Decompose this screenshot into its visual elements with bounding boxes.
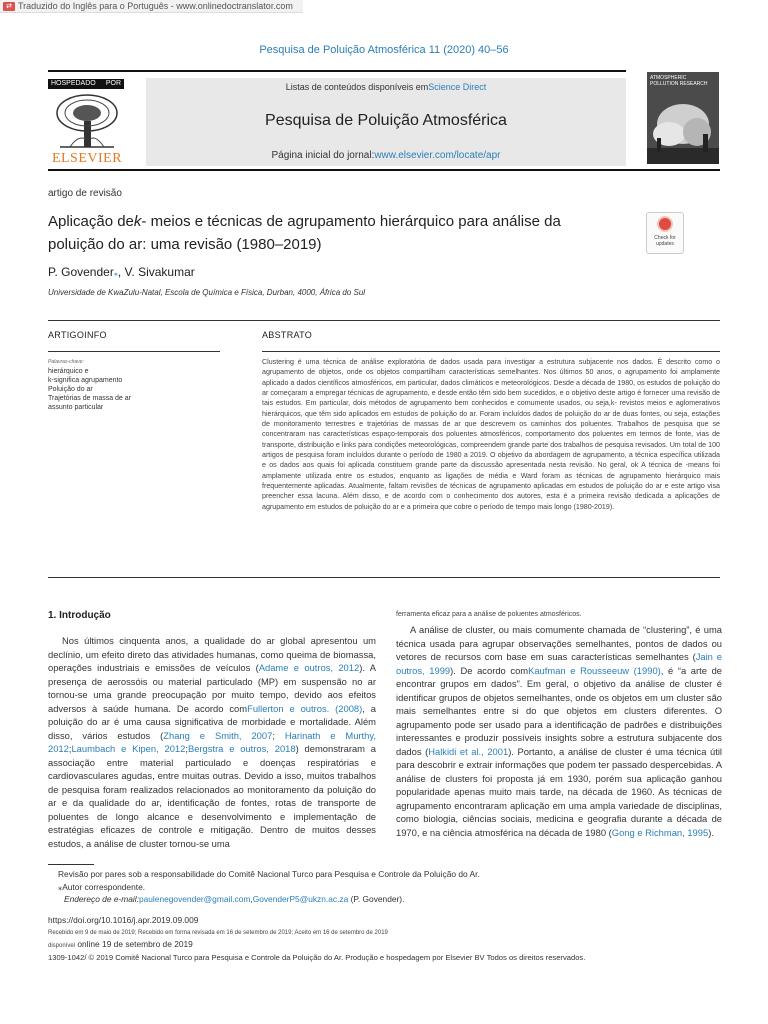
intro-text: ) demonstraram a associação entre material particulado e doenças respiratórias e cardiovasculares agudas, entre muitas outras. Devido a isso, muitos trabalhos de pesquisa foram realizados relacionados ao monitoramento da poluição do ar e da qualidade do ar, identificação de fontes, rotas de transporte de poluentes de longo alcance e desenvolvimento e implementação de estratégias eficazes de controle e mitigação. Dentro de muitos desses estudos, a análise de cluster tornou-se uma xyxy=(48,743,377,849)
intro-paragraph-1 xyxy=(48,634,376,850)
homepage-link[interactable]: www.elsevier.com/locate/apr xyxy=(374,150,501,161)
doi-link[interactable]: https://doi.org/10.1016/j.apr.2019.09.009 xyxy=(48,915,199,925)
elsevier-logo[interactable]: ELSEVIER xyxy=(51,151,123,166)
intro-text: ). Portanto, a análise de cluster é uma técnica útil para descobrir e extrair informações que podem ter passado despercebidas. A análise de clusters foi proposta já em 1930, porém sua aplicação ganhou popularidade apenas muito mais tarde, na década de 1960. As técnicas de agrupamento encontraram aplicação em uma ampla variedade de disciplinas, como biologia, ciências sociais, medicina e geografia durante a década de 1970, e na ciência atmosférica na década de 1980 ( xyxy=(396,745,722,838)
keyword: Trajetórias de massa de ar xyxy=(48,395,131,402)
science-direct-link[interactable]: Science Direct xyxy=(428,82,487,92)
check-for-updates-button[interactable] xyxy=(646,212,684,254)
abstract-bottom-rule xyxy=(48,577,720,578)
citation-link[interactable]: Adame e outros, 2012 xyxy=(258,662,360,673)
email-note xyxy=(64,894,404,904)
abstract-text: Clustering é uma técnica de análise exploratória de dados usada para investigar a estrutura subjacente nos dados. É descrito como o agrupamento de objetos, onde os objetos compartilham características semelhantes. Nos últimos 50 anos, o agrupamento foi amplamente aplicado a dados científicos atmosféricos, em particular, dados climáticos e meteorológicos. Desde a década de 1980, os estudos de poluição do ar começaram a empregar técnicas de agrupamento, e desde então têm sido bem sucedidos, e o objetivo deste artigo é fornecer uma revisão de tais estudos. Em particular, dois métodos de agrupamento bem conhecidos e comumente usados, ou seja,k- revistos meios e aglomerativos hierárquicos, que têm sido aplicados em estudos de poluição do ar. Foram incluídos dados de poluição do ar de duas fontes, ou seja, estações de monitoramento terrestres e trajetórias de massas de ar que descrevem os caminhos dos poluentes. Trabalhos de pesquisa que se concentraram nas características espaço-temporais dos poluentes atmosféricos, comportamento dos poluentes em termos de fonte, vias de transporte, distribuição e links para condições meteorológicas, compreendem grande parte dos trabalhos de pesquisa revisados. Um total de 100 artigos de pesquisa foram incluídos durante o período de 1980 a 2019. O objetivo da abordagem de agrupamento, a técnica específica utilizada e os dados aos quais foi aplicada constituem grande parte da discussão apresentada nesta revisão. No geral, ok A técnica de -means foi amplamente utilizada entre os estudos, enquanto as ligações de média e Ward foram as técnicas de agrupamento hierárquico mais frequentemente aplicadas. Atualmente, faltam revisões de técnicas de agrupamento aplicadas em estudos de poluição do ar e este artigo visa preencher essa lacuna. Além disso, e de acordo com o conhecimento dos autores, esta é a primeira revisão dedicada a aplicações de agrupamento em estudos de poluição do ar e a primeira que cobre o período de tempo mais longo (1980-2019). xyxy=(262,358,720,511)
section-heading-introduction: 1. Introdução xyxy=(48,610,111,621)
citation-link[interactable]: Harinath e Murthy, 2012 xyxy=(48,729,376,754)
citation-link[interactable]: Laumbach e Kipen, 2012 xyxy=(71,743,186,754)
journal-reference[interactable]: Pesquisa de Poluição Atmosférica 11 (2020) 40–56 xyxy=(259,44,509,56)
citation-link[interactable]: Bergstra e outros, 2018 xyxy=(187,743,296,754)
email-suffix: (P. Govender). xyxy=(348,894,405,904)
journal-homepage xyxy=(146,150,626,161)
corr-mark: ⁎ xyxy=(58,882,63,892)
keywords-label: Palavras-chave: xyxy=(48,359,84,365)
citation-link[interactable]: Jain e outros, 1999 xyxy=(396,651,722,676)
translate-icon: ⇄ xyxy=(3,2,15,11)
abstract-rule xyxy=(262,351,720,352)
article-info-heading: ARTIGOINFO xyxy=(48,330,107,340)
elsevier-tree-icon xyxy=(50,91,124,151)
intro-text: ; xyxy=(272,729,285,741)
email-label: Endereço de e-mail: xyxy=(64,894,139,904)
header-top-rule xyxy=(48,70,626,72)
peer-review-note: Revisão por pares sob a responsabilidade do Comitê Nacional Turco para Pesquisa e Controle da Poluição do Ar. xyxy=(58,869,480,879)
citation-link[interactable]: Fullerton e outros. (2008) xyxy=(247,702,363,714)
copyright: 1309-1042/ © 2019 Comitê Nacional Turco para Pesquisa e Controle da Poluição do Ar. Produção e hospedagem por Elsevier BV Todos os direitos reservados. xyxy=(48,953,586,962)
corr-label: Autor correspondente. xyxy=(62,882,146,892)
contents-lists xyxy=(146,82,626,92)
intro-text: ; xyxy=(68,743,72,754)
citation-link[interactable]: Gong e Richman, 1995 xyxy=(611,826,709,838)
check-updates-label: Check for updates xyxy=(654,235,676,247)
journal-header xyxy=(146,78,626,166)
cover-title: ATMOSPHERIC POLLUTION RESEARCH xyxy=(650,75,708,87)
citation-link[interactable]: Kaufman e Rousseeuw (1990) xyxy=(528,664,661,676)
abstract-heading: ABSTRATO xyxy=(262,330,313,340)
keywords xyxy=(48,358,218,412)
journal-cover-image[interactable] xyxy=(647,72,719,164)
citation-link[interactable]: Zhang e Smith, 2007 xyxy=(163,729,273,741)
intro-text: , a poluição do ar é uma causa significativa de morbidade e mortalidade. Além disso, vários estudos ( xyxy=(48,702,376,741)
article-type: artigo de revisão xyxy=(48,188,122,199)
corresponding-author-mark[interactable]: ⁎ xyxy=(113,269,118,278)
title-part: - meios e técnicas de agrupamento hierárquico para análise da poluição do ar: uma revisão (1980–2019) xyxy=(48,213,561,253)
keyword: k-significa agrupamento xyxy=(48,377,123,384)
hosted-by-label: POR xyxy=(105,80,121,87)
received-dates: Recebido em 9 de maio de 2019; Recebido em forma revisada em 16 de setembro de 2019; Aceito em 16 de setembro de 2019 xyxy=(48,930,388,936)
intro-text: ). De acordo com xyxy=(450,664,529,676)
keyword: assunto particular xyxy=(48,404,104,411)
authors xyxy=(48,265,195,279)
email-link[interactable]: paulenegovender@gmail.com xyxy=(138,894,251,904)
affiliation: Universidade de KwaZulu-Natal, Escola de Química e Física, Durban, 4000, África do Sul xyxy=(48,288,366,297)
citation-link[interactable]: Halkidi et al., 2001 xyxy=(428,745,509,757)
intro-paragraph-2 xyxy=(396,623,722,839)
journal-title: Pesquisa de Poluição Atmosférica xyxy=(265,112,507,129)
email-separator: , xyxy=(250,894,253,904)
info-top-rule xyxy=(48,320,720,321)
lists-prefix: Listas de conteúdos disponíveis em xyxy=(285,82,429,92)
translator-text: Traduzido do Inglês para o Português - www.onlinedoctranslator.com xyxy=(18,1,293,11)
corresponding-author-note xyxy=(58,882,145,892)
intro-text: ). A presença de aerossóis ou material particulado (MP) em suspensão no ar tornou-se uma grande preocupação por muito tempo, devido aos efeitos adversos à saúde humana. De acordo com xyxy=(48,662,376,714)
check-updates-icon xyxy=(657,216,673,232)
homepage-prefix: Página inicial do jornal: xyxy=(271,150,375,161)
available-online xyxy=(48,939,193,949)
header-bottom-rule xyxy=(48,169,720,171)
intro-text: ; xyxy=(185,743,188,754)
keyword: Poluição do ar xyxy=(48,386,93,393)
author-name[interactable]: P. Govender xyxy=(48,265,114,279)
keyword: hierárquico e xyxy=(48,368,89,375)
email-link[interactable]: GovenderP5@ukzn.ac.za xyxy=(252,894,349,904)
intro-continuation: ferramenta eficaz para a análise de poluentes atmosféricos. xyxy=(396,611,582,618)
available-label: disponível xyxy=(48,943,76,949)
translator-bar[interactable] xyxy=(0,0,303,13)
hosted-by-badge xyxy=(48,79,124,89)
intro-text: Nos últimos cinquenta anos, a qualidade do ar global apresentou um declínio, um efeito direto das atividades humanas, como queima de biomassa, operações industriais e emissões de veículos ( xyxy=(48,635,376,673)
intro-text: , é “a arte de encontrar grupos em dados”. Em geral, o objetivo da análise de cluster é identificar grupos de objetos semelhantes, onde os objetos em um cluster são mais semelhantes entre si do que objetos em clusters diferentes. O agrupamento pode ser usado para a identificação de padrões e distribuições interessantes e produzir possíveis insights sobre a estrutura subjacente dos dados ( xyxy=(396,664,722,757)
info-rule xyxy=(48,351,220,352)
hosted-label: HOSPEDADO xyxy=(51,80,96,87)
title-k: k xyxy=(133,213,142,230)
intro-text: ). xyxy=(708,826,714,838)
footnote-rule xyxy=(48,864,94,865)
available-date: online 19 de setembro de 2019 xyxy=(75,939,193,949)
title-part: Aplicação de xyxy=(48,213,134,230)
article-title xyxy=(48,210,608,256)
author-name[interactable]: , V. Sivakumar xyxy=(117,265,195,279)
intro-text: A análise de cluster, ou mais comumente chamada de “clustering”, é uma técnica usada para agrupar observações semelhantes, pontos de dados ou vetores de recursos com base em suas características semelhantes ( xyxy=(396,624,722,662)
